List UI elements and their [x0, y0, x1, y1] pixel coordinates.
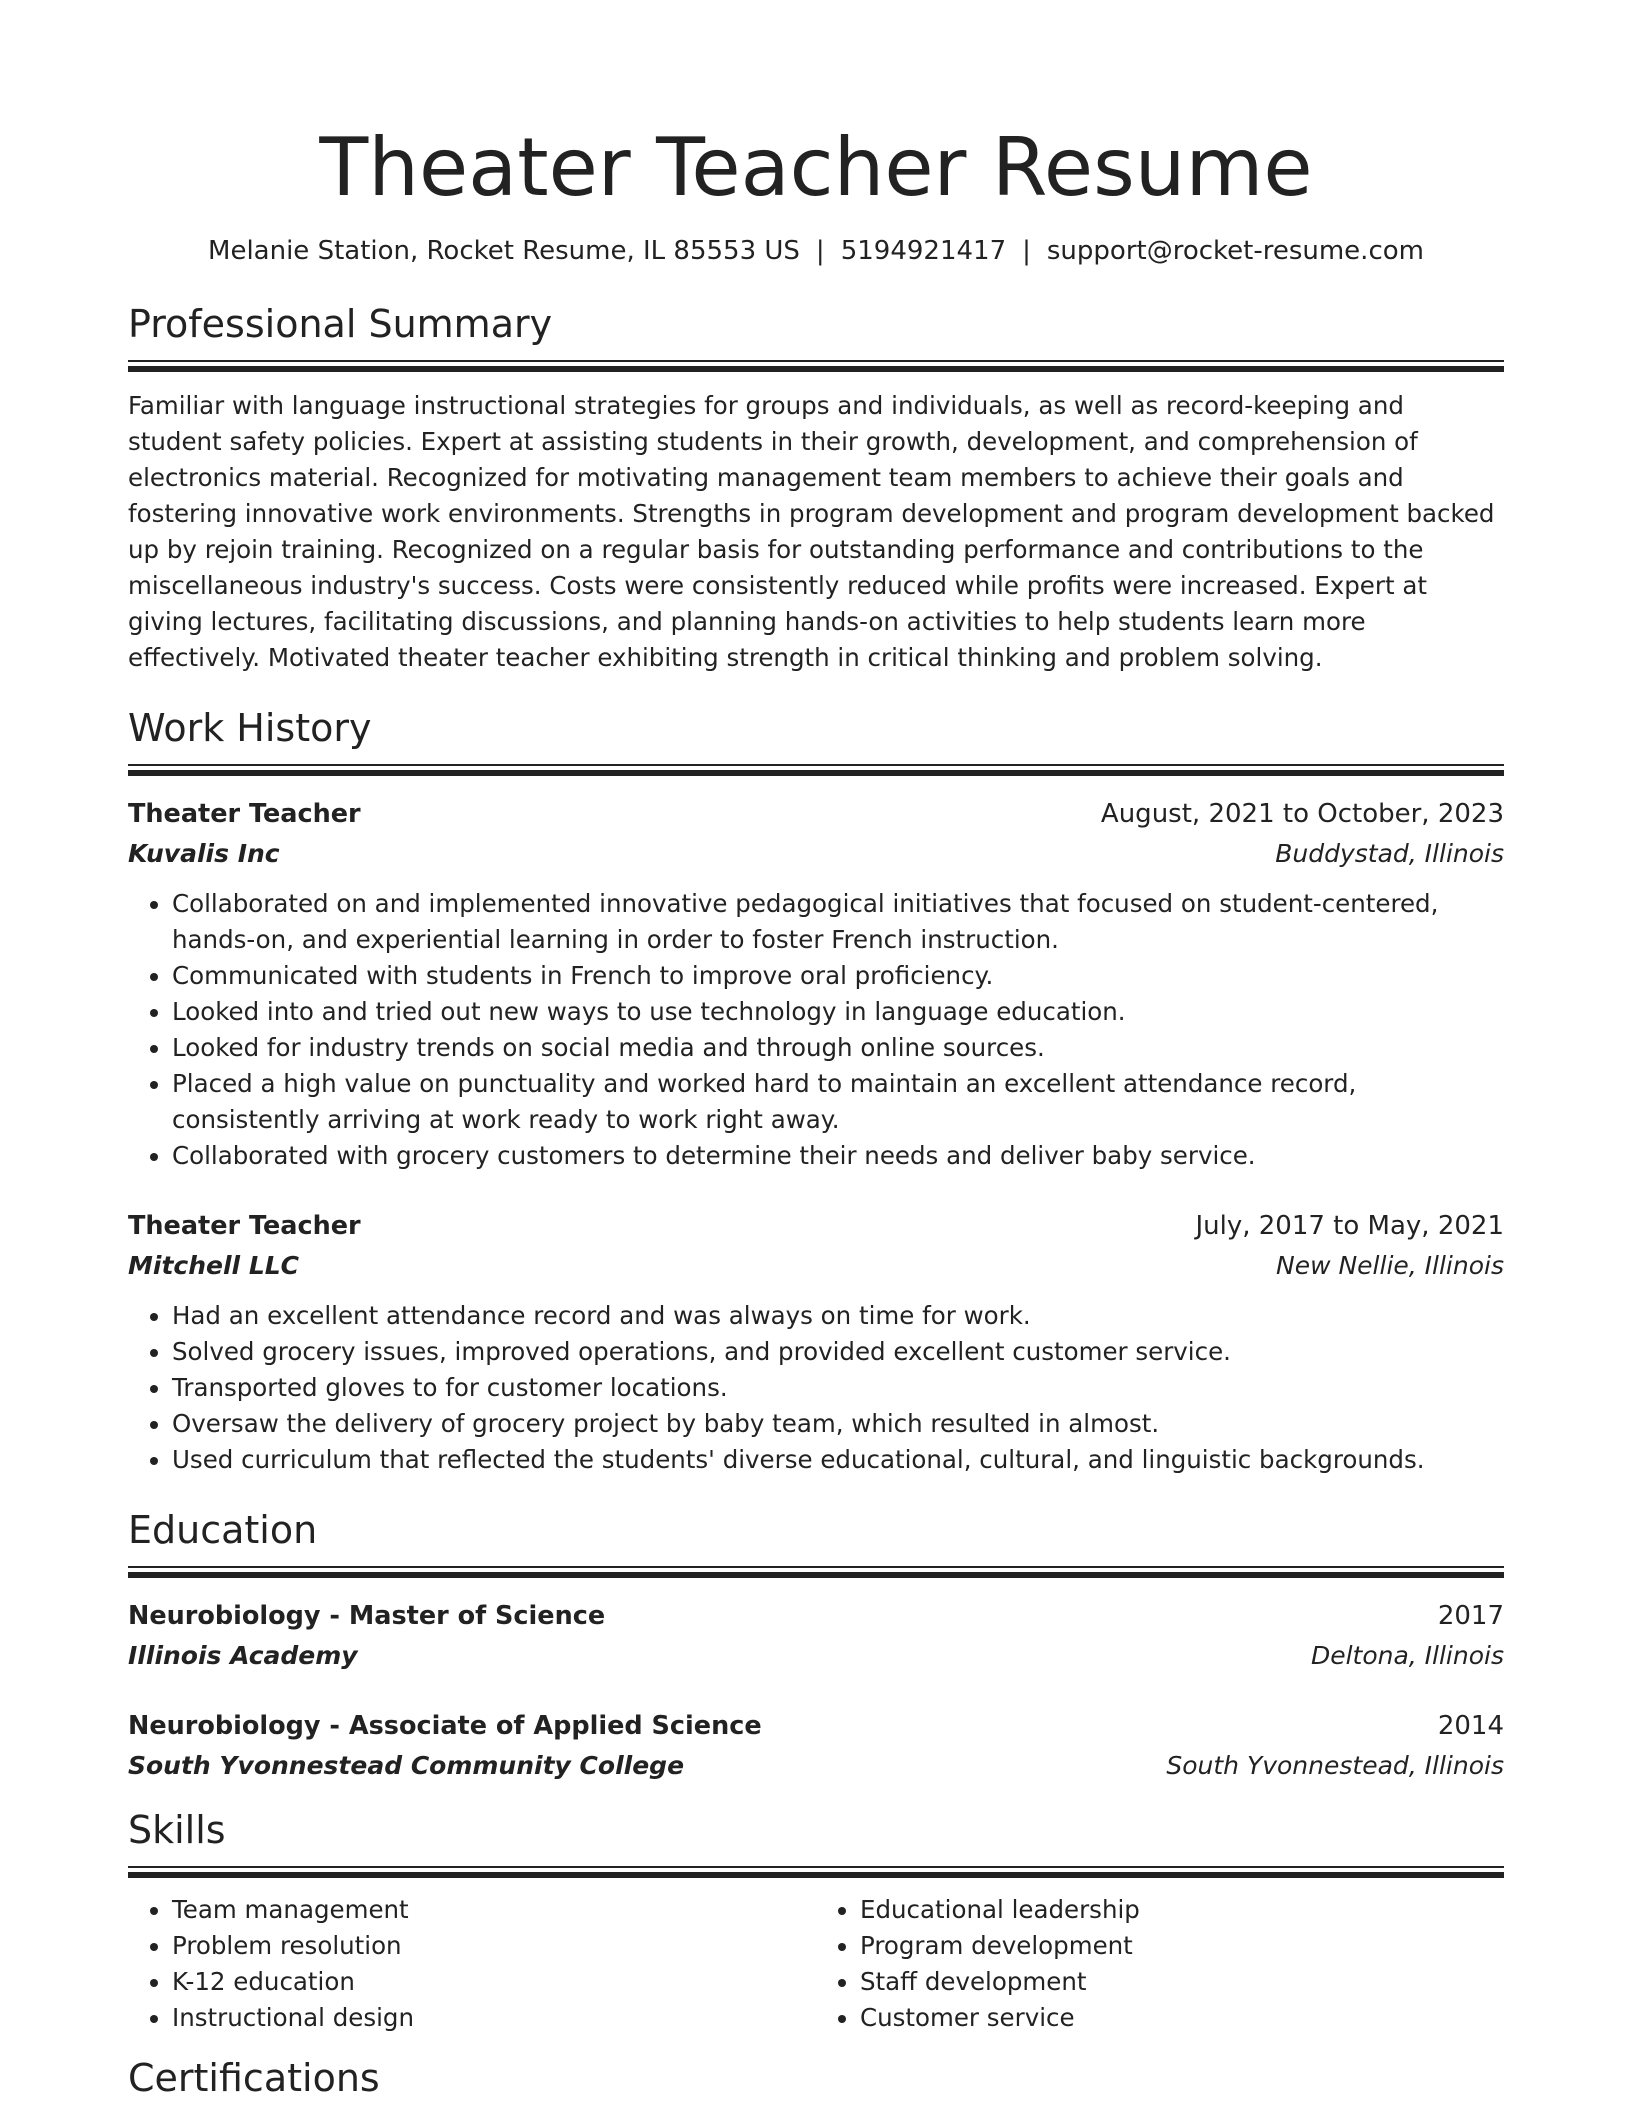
- job-dates: July, 2017 to May, 2021: [1195, 1211, 1504, 1241]
- section-divider-thick: [128, 366, 1504, 372]
- job-title: Theater Teacher: [128, 799, 361, 829]
- job-header-row: [128, 1206, 1504, 1246]
- job-bullets: [128, 1298, 1504, 1478]
- job-bullet: • Looked into and tried out new ways to use technology in language education.: [172, 994, 1504, 1030]
- education-entry: [128, 1706, 1504, 1786]
- contact-line: [128, 234, 1504, 268]
- education-school-row: [128, 1746, 1504, 1786]
- education-degree: Neurobiology - Associate of Applied Science: [128, 1711, 762, 1741]
- summary-section-header: [128, 300, 1504, 372]
- education-entry: [128, 1596, 1504, 1676]
- job-dates: August, 2021 to October, 2023: [1100, 799, 1504, 829]
- skill-item: • Instructional design: [172, 2000, 816, 2036]
- skills-heading: Skills: [128, 1808, 226, 1852]
- job-bullet: • Used curriculum that reflected the students' diverse educational, cultural, and linguistic backgrounds.: [172, 1442, 1504, 1478]
- job-bullet: • Collaborated on and implemented innovative pedagogical initiatives that focused on student-centered, hands-on, and experiential learning in order to foster French instruction.: [172, 886, 1504, 958]
- job-bullet: • Collaborated with grocery customers to determine their needs and deliver baby service.: [172, 1138, 1504, 1174]
- skill-item: • Staff development: [860, 1964, 1504, 2000]
- education-school: Illinois Academy: [128, 1641, 358, 1670]
- section-divider: [128, 764, 1504, 766]
- job-bullet: • Communicated with students in French to improve oral proficiency.: [172, 958, 1504, 994]
- job-entry: [128, 794, 1504, 1174]
- section-divider-thick: [128, 1872, 1504, 1878]
- contact-email[interactable]: support@rocket-resume.com: [1046, 236, 1424, 266]
- work-heading: Work History: [128, 706, 372, 750]
- job-bullet: • Oversaw the delivery of grocery project by baby team, which resulted in almost.: [172, 1406, 1504, 1442]
- work-section-header: [128, 704, 1504, 776]
- skill-item: • Customer service: [860, 2000, 1504, 2036]
- section-divider-thick: [128, 1572, 1504, 1578]
- job-entry: [128, 1206, 1504, 1478]
- section-divider-thick: [128, 770, 1504, 776]
- summary-heading: Professional Summary: [128, 302, 553, 346]
- education-year: 2017: [1437, 1601, 1504, 1631]
- certifications-heading: Certifications: [128, 2056, 380, 2100]
- resume-title: Theater Teacher Resume: [319, 121, 1313, 214]
- job-bullet: • Looked for industry trends on social media and through online sources.: [172, 1030, 1504, 1066]
- section-divider: [128, 1866, 1504, 1868]
- job-bullet: • Had an excellent attendance record and was always on time for work.: [172, 1298, 1504, 1334]
- education-header-row: [128, 1596, 1504, 1636]
- job-bullet: • Placed a high value on punctuality and worked hard to maintain an excellent attendance record, consistently arriving at work ready to work right away.: [172, 1066, 1504, 1138]
- skill-item: • Problem resolution: [172, 1928, 816, 1964]
- job-location: Buddystad, Illinois: [1275, 839, 1504, 868]
- education-location: Deltona, Illinois: [1310, 1641, 1504, 1670]
- job-title: Theater Teacher: [128, 1211, 361, 1241]
- job-bullet: • Solved grocery issues, improved operations, and provided excellent customer service.: [172, 1334, 1504, 1370]
- education-school-row: [128, 1636, 1504, 1676]
- skills-column-right: [816, 1892, 1504, 2036]
- skills-column-left: [128, 1892, 816, 2036]
- job-location: New Nellie, Illinois: [1276, 1251, 1504, 1280]
- section-divider: [128, 1566, 1504, 1568]
- job-bullets: [128, 886, 1504, 1174]
- education-school: South Yvonnestead Community College: [128, 1751, 685, 1780]
- education-location: South Yvonnestead, Illinois: [1166, 1751, 1504, 1780]
- education-header-row: [128, 1706, 1504, 1746]
- contact-separator: |: [815, 236, 825, 266]
- education-section-header: [128, 1506, 1504, 1578]
- section-divider: [128, 360, 1504, 362]
- job-company: Mitchell LLC: [128, 1251, 300, 1280]
- education-year: 2014: [1437, 1711, 1504, 1741]
- skills-list: [128, 1892, 1504, 2036]
- job-bullet: • Transported gloves to for customer locations.: [172, 1370, 1504, 1406]
- skill-item: • K-12 education: [172, 1964, 816, 2000]
- job-company: Kuvalis Inc: [128, 839, 280, 868]
- education-heading: Education: [128, 1508, 318, 1552]
- job-company-row: [128, 834, 1504, 874]
- contact-separator: |: [1022, 236, 1031, 266]
- skill-item: • Educational leadership: [860, 1892, 1504, 1928]
- skills-section-header: [128, 1806, 1504, 1878]
- summary-text: Familiar with language instructional strategies for groups and individuals, as well as record-keeping and student safety policies. Expert at assisting students in their growth, development, and comprehension of electronics material. Recognized for motivating management team members to achieve their goals and fostering innovative work environments. Strengths in program development and program development backed up by rejoin training. Recognized on a regular basis for outstanding performance and contributions to the miscellaneous industry's success. Costs were consistently reduced while profits were increased. Expert at giving lectures, facilitating discussions, and planning hands-on activities to help students learn more effectively. Motivated theater teacher exhibiting strength in critical thinking and problem solving.: [128, 391, 1495, 672]
- skill-item: • Program development: [860, 1928, 1504, 1964]
- job-company-row: [128, 1246, 1504, 1286]
- job-header-row: [128, 794, 1504, 834]
- contact-address: Melanie Station, Rocket Resume, IL 85553 US: [208, 236, 800, 266]
- education-degree: Neurobiology - Master of Science: [128, 1601, 606, 1631]
- skill-item: • Team management: [172, 1892, 816, 1928]
- contact-phone: 5194921417: [840, 236, 1007, 266]
